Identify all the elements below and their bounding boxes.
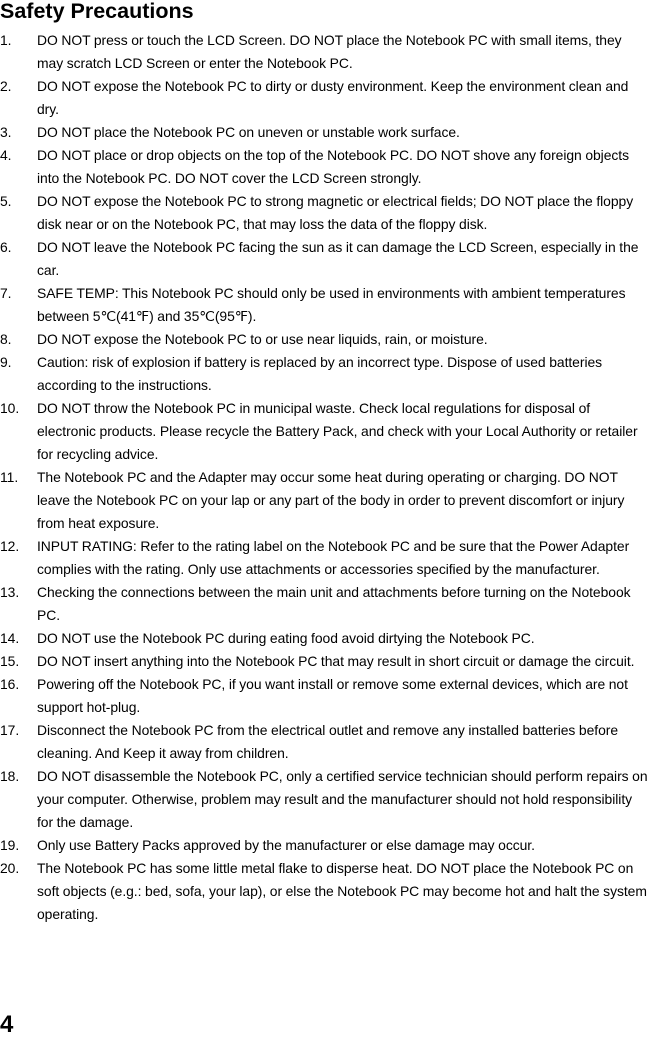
item-text: DO NOT use the Notebook PC during eating food avoid dirtying the Notebook PC.	[37, 630, 535, 646]
item-text: DO NOT expose the Notebook PC to strong magnetic or electrical fields; DO NOT place the floppy disk near or on the Notebook PC, that may loss the data of the floppy disk.	[37, 193, 634, 232]
item-text: Only use Battery Packs approved by the manufacturer or else damage may occur.	[37, 837, 535, 853]
list-item	[0, 397, 648, 466]
list-item	[0, 765, 648, 834]
item-text: Disconnect the Notebook PC from the electrical outlet and remove any installed batteries before cleaning. And Keep it away from children.	[37, 722, 619, 761]
item-text: The Notebook PC and the Adapter may occur some heat during operating or charging. DO NOT leave the Notebook PC on your lap or any part of the body in order to prevent discomfort or injury from heat exposure.	[37, 469, 625, 531]
item-number: 1.	[0, 32, 12, 48]
item-number: 20.	[0, 860, 20, 876]
item-number: 8.	[0, 331, 12, 347]
list-item	[0, 581, 648, 627]
list-item	[0, 673, 648, 719]
item-text: Caution: risk of explosion if battery is replaced by an incorrect type. Dispose of used batteries according to the instructions.	[37, 354, 603, 393]
item-number: 15.	[0, 653, 20, 669]
safety-precautions-list	[0, 29, 648, 926]
item-text: The Notebook PC has some little metal flake to disperse heat. DO NOT place the Notebook PC on soft objects (e.g.: bed, sofa, your lap), or else the Notebook PC may become hot and halt the system operating.	[37, 860, 647, 922]
item-text: Checking the connections between the main unit and attachments before turning on the Notebook PC.	[37, 584, 631, 623]
item-number: 2.	[0, 78, 12, 94]
item-number: 10.	[0, 400, 20, 416]
item-number: 19.	[0, 837, 20, 853]
list-item	[0, 75, 648, 121]
list-item	[0, 535, 648, 581]
item-text: DO NOT expose the Notebook PC to dirty or dusty environment. Keep the environment clean and dry.	[37, 78, 629, 117]
item-text: INPUT RATING: Refer to the rating label on the Notebook PC and be sure that the Power Adapter complies with the rating. Only use attachments or accessories specified by the manufacturer.	[37, 538, 630, 577]
list-item	[0, 144, 648, 190]
item-text: DO NOT insert anything into the Notebook PC that may result in short circuit or damage the circuit.	[37, 653, 635, 669]
item-number: 16.	[0, 676, 20, 692]
page-number: 4	[0, 1011, 14, 1038]
list-item	[0, 719, 648, 765]
item-text: DO NOT disassemble the Notebook PC, only a certified service technician should perform repairs on your computer. Otherwise, problem may result and the manufacturer should not hold responsibility for the damage.	[37, 768, 648, 830]
item-number: 13.	[0, 584, 20, 600]
item-number: 11.	[0, 469, 19, 485]
item-text: DO NOT press or touch the LCD Screen. DO NOT place the Notebook PC with small items, they may scratch LCD Screen or enter the Notebook PC.	[37, 32, 622, 71]
list-item	[0, 627, 648, 650]
list-item	[0, 236, 648, 282]
item-text: DO NOT leave the Notebook PC facing the sun as it can damage the LCD Screen, especially in the car.	[37, 239, 639, 278]
list-item	[0, 857, 648, 926]
item-text: DO NOT place the Notebook PC on uneven or unstable work surface.	[37, 124, 460, 140]
item-number: 12.	[0, 538, 20, 554]
list-item	[0, 351, 648, 397]
page-title: Safety Precautions	[0, 0, 194, 23]
item-number: 3.	[0, 124, 12, 140]
item-number: 6.	[0, 239, 12, 255]
item-text: DO NOT expose the Notebook PC to or use near liquids, rain, or moisture.	[37, 331, 488, 347]
list-item	[0, 328, 648, 351]
list-item	[0, 834, 648, 857]
item-number: 18.	[0, 768, 20, 784]
item-number: 9.	[0, 354, 12, 370]
list-item	[0, 190, 648, 236]
list-item	[0, 29, 648, 75]
item-number: 14.	[0, 630, 20, 646]
item-number: 5.	[0, 193, 12, 209]
list-item	[0, 466, 648, 535]
list-item	[0, 650, 648, 673]
list-item	[0, 282, 648, 328]
list-item	[0, 121, 648, 144]
item-text: DO NOT place or drop objects on the top of the Notebook PC. DO NOT shove any foreign objects into the Notebook PC. DO NOT cover the LCD Screen strongly.	[37, 147, 629, 186]
item-number: 7.	[0, 285, 12, 301]
item-text: Powering off the Notebook PC, if you want install or remove some external devices, which are not support hot-plug.	[37, 676, 628, 715]
item-number: 17.	[0, 722, 20, 738]
item-text: SAFE TEMP: This Notebook PC should only be used in environments with ambient temperatures between 5℃(41℉) and 35℃(95℉).	[37, 285, 626, 324]
item-text: DO NOT throw the Notebook PC in municipal waste. Check local regulations for disposal of electronic products. Please recycle the Battery Pack, and check with your Local Authority or retailer for recycling advice.	[37, 400, 638, 462]
item-number: 4.	[0, 147, 12, 163]
